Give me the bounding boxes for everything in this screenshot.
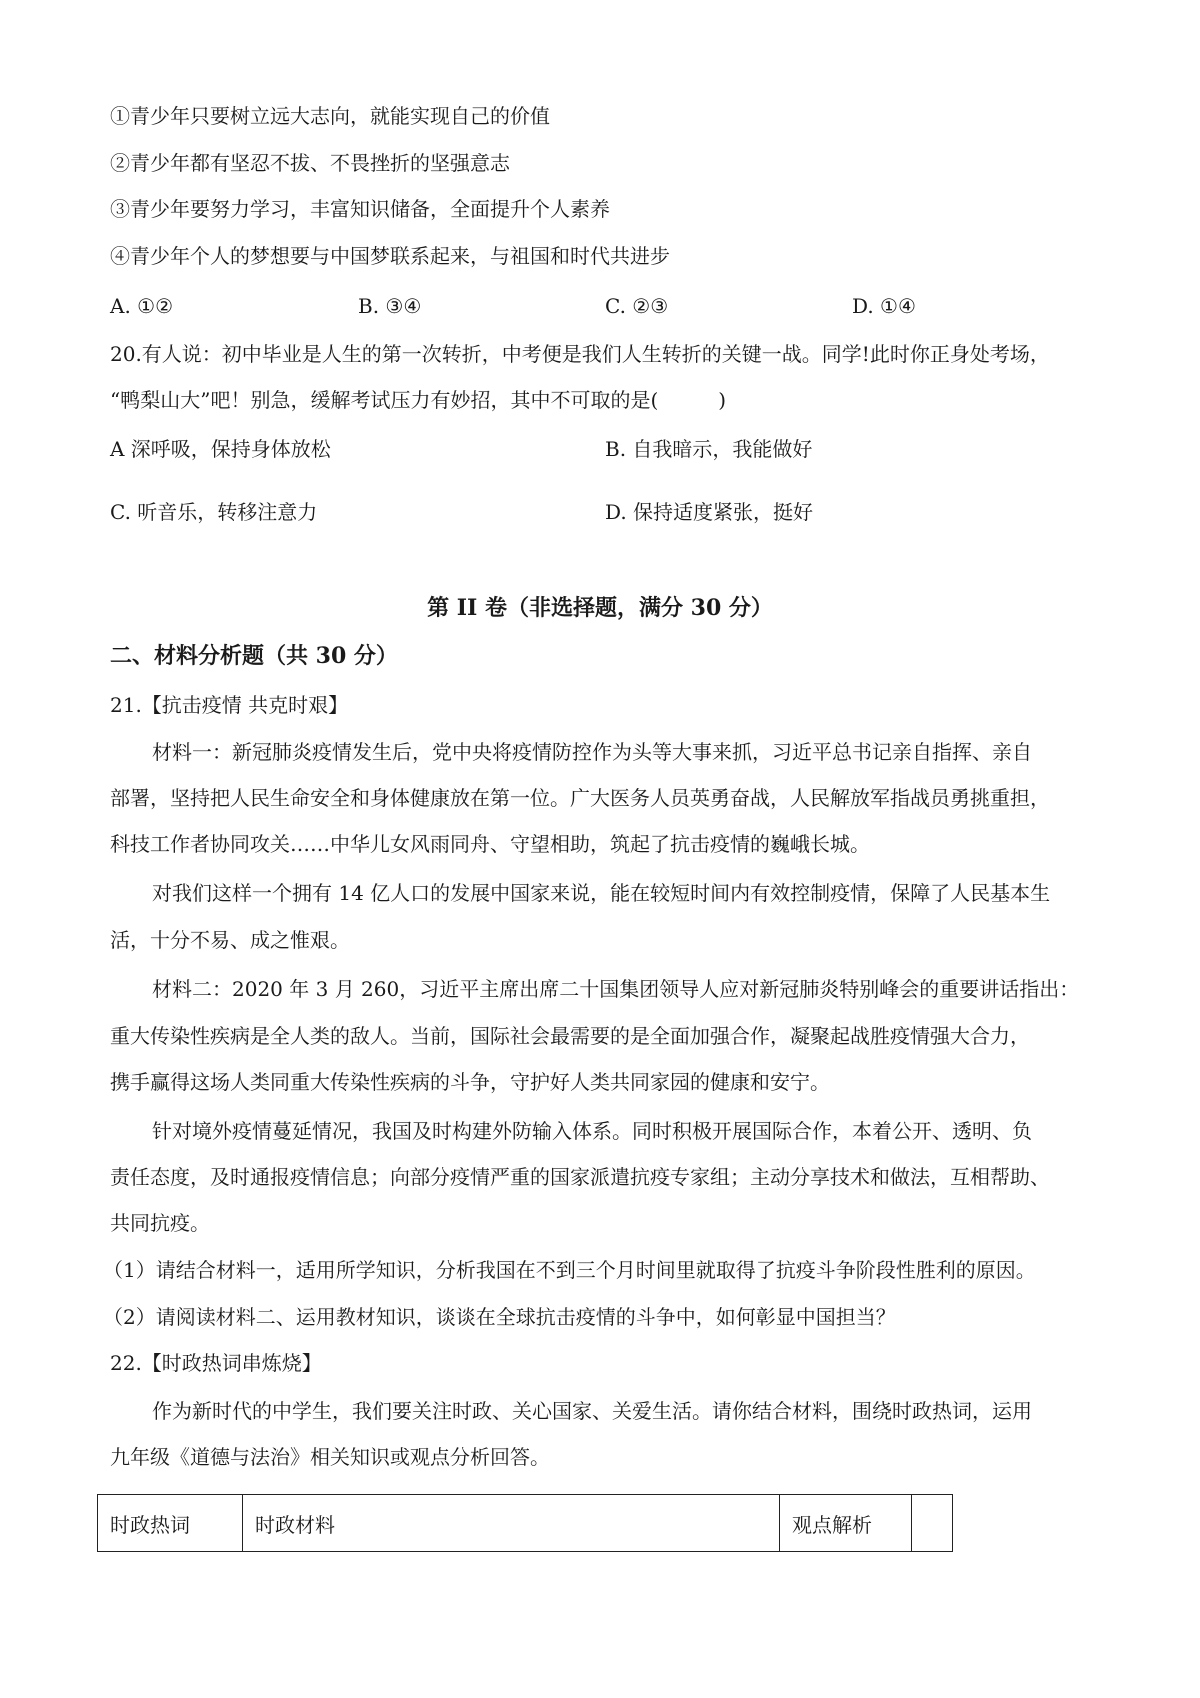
q21-material-2-para2-line-1: 针对境外疫情蔓延情况，我国及时构建外防输入体系。同时积极开展国际合作，本着公开、透明、负 [152, 1119, 1032, 1143]
hot-words-table [97, 1494, 953, 1552]
q21-material-1-line-1: 材料一：新冠肺炎疫情发生后，党中央将疫情防控作为头等大事来抓，习近平总书记亲自指挥、亲自 [152, 740, 1032, 764]
q20-option-a: A 深呼吸，保持身体放松 [110, 437, 331, 461]
q19-statement-1: ①青少年只要树立远大志向，就能实现自己的价值 [110, 104, 550, 128]
q21-material-2-line-1: 材料二：2020 年 3 月 260，习近平主席出席二十国集团领导人应对新冠肺炎特别峰会的重要讲话指出： [152, 977, 1080, 1001]
table-header-hot-word: 时政热词 [98, 1495, 243, 1551]
section-heading: 二、材料分析题（共 30 分） [110, 643, 398, 669]
part-ii-title: 第 II 卷（非选择题，满分 30 分） [427, 595, 773, 621]
q21-material-2-line-3: 携手赢得这场人类同重大传染性疾病的斗争，守护好人类共同家园的健康和安宁。 [110, 1070, 830, 1094]
q20-stem-line-2-close: ) [718, 388, 727, 412]
q21-material-2-line-2: 重大传染性疾病是全人类的敌人。当前，国际社会最需要的是全面加强合作，凝聚起战胜疫情强大合力， [110, 1024, 1030, 1048]
table-header-material: 时政材料 [243, 1495, 780, 1551]
q21-material-1-para2-line-1: 对我们这样一个拥有 14 亿人口的发展中国家来说，能在较短时间内有效控制疫情，保障了人民基本生 [152, 881, 1051, 905]
q22-intro-line-2: 九年级《道德与法治》相关知识或观点分析回答。 [110, 1445, 550, 1469]
q20-stem-line-2-text: “鸭梨山大”吧！别急，缓解考试压力有妙招，其中不可取的是( [110, 388, 659, 412]
q21-question-2: （2）请阅读材料二、运用教材知识，谈谈在全球抗击疫情的斗争中，如何彰显中国担当？ [103, 1305, 896, 1329]
q21-material-1-line-3: 科技工作者协同攻关……中华儿女风雨同舟、守望相助，筑起了抗击疫情的巍峨长城。 [110, 832, 870, 856]
table-header-empty [912, 1495, 952, 1551]
q20-option-c: C. 听音乐，转移注意力 [110, 500, 318, 524]
q19-statement-4: ④青少年个人的梦想要与中国梦联系起来，与祖国和时代共进步 [110, 244, 670, 268]
q19-option-a: A. ①② [110, 294, 174, 318]
q19-option-c: C. ②③ [605, 294, 669, 318]
q21-material-1-para2-line-2: 活，十分不易、成之惟艰。 [110, 928, 350, 952]
q20-stem-line-2 [110, 390, 726, 410]
q20-stem-line-1: 20.有人说：初中毕业是人生的第一次转折，中考便是我们人生转折的关键一战。同学!此时你正身处考场， [110, 342, 1050, 366]
q21-material-2-para2-line-3: 共同抗疫。 [110, 1211, 210, 1235]
q19-statement-2: ②青少年都有坚忍不拔、不畏挫折的坚强意志 [110, 151, 510, 175]
table-header-analysis: 观点解析 [780, 1495, 912, 1551]
q21-material-2-para2-line-2: 责任态度，及时通报疫情信息；向部分疫情严重的国家派遣抗疫专家组；主动分享技术和做法，互相帮助、 [110, 1165, 1050, 1189]
q22-heading: 22.【时政热词串炼烧】 [110, 1351, 322, 1375]
q19-option-b: B. ③④ [358, 294, 422, 318]
q19-option-d: D. ①④ [852, 294, 916, 318]
q22-intro-line-1: 作为新时代的中学生，我们要关注时政、关心国家、关爱生活。请你结合材料，围绕时政热词，运用 [152, 1399, 1032, 1423]
q20-option-d: D. 保持适度紧张，挺好 [605, 500, 814, 524]
q19-statement-3: ③青少年要努力学习，丰富知识储备，全面提升个人素养 [110, 197, 610, 221]
q21-material-1-line-2: 部署，坚持把人民生命安全和身体健康放在第一位。广大医务人员英勇奋战，人民解放军指战员勇挑重担， [110, 786, 1050, 810]
q20-option-b: B. 自我暗示，我能做好 [605, 437, 813, 461]
q21-heading: 21.【抗击疫情 共克时艰】 [110, 693, 349, 717]
q21-question-1: （1）请结合材料一，适用所学知识，分析我国在不到三个月时间里就取得了抗疫斗争阶段性胜利的原因。 [103, 1258, 1036, 1282]
